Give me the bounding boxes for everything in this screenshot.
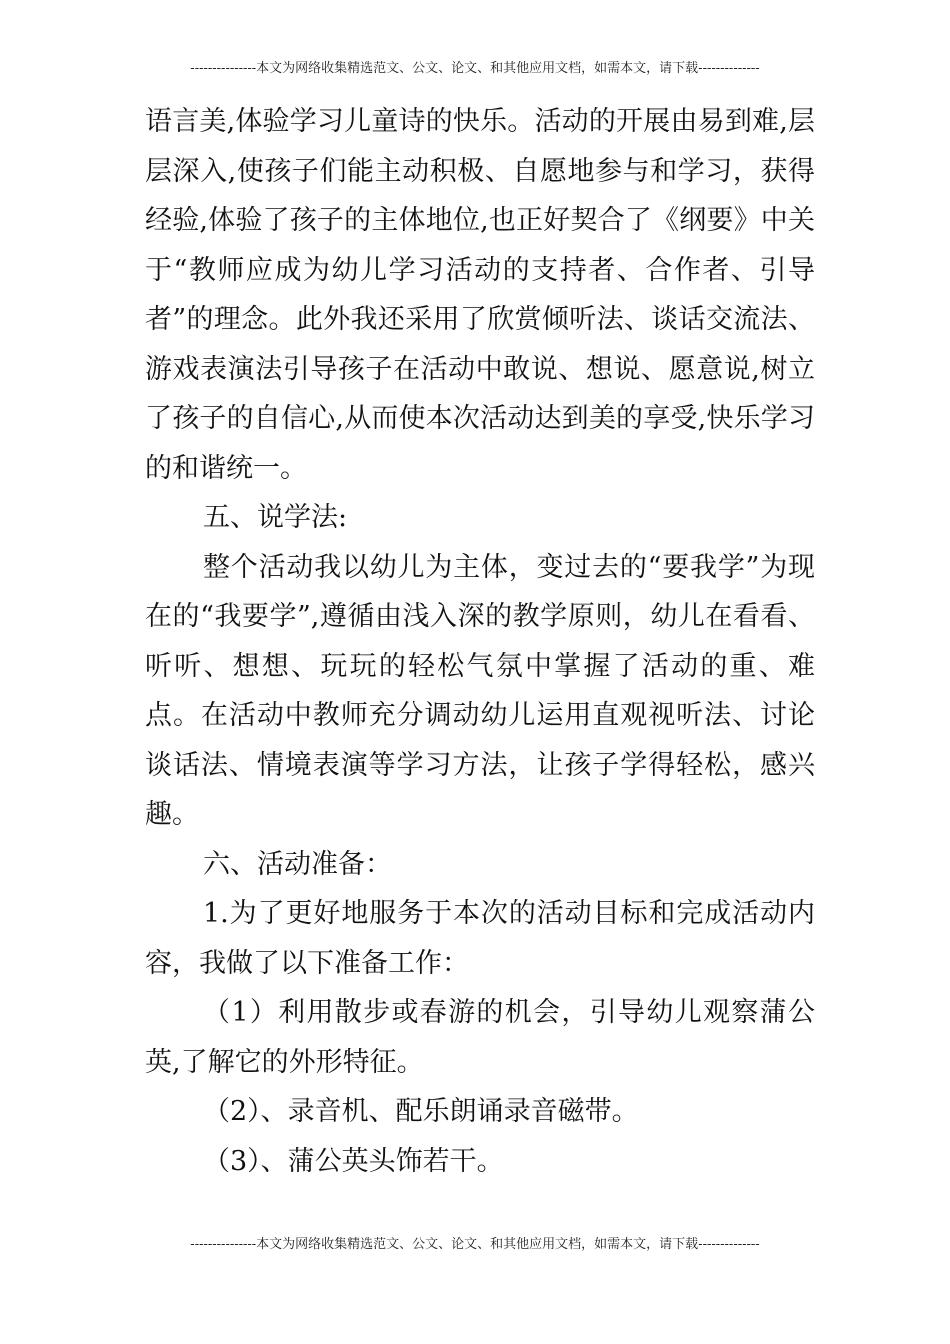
paragraph-study-method: 整个活动我以幼儿为主体，变过去的“要我学”为现在的“我要学”,遵循由浅入深的教学原则，幼儿在看看、听听、想想、玩玩的轻松气氛中掌握了活动的重、难点。在活动中教师充分调动幼儿运用直观视听法、讨论谈话法、情境表演等学习方法，让孩子学得轻松，感兴趣。 <box>145 551 815 830</box>
section-heading-activity-prep: 六、活动准备： <box>203 848 392 880</box>
header-banner: ---------------本文为网络收集精选范文、公文、论文、和其他应用文档，如需本文，请下载-------------- <box>190 61 760 76</box>
paragraph-prep-intro: 1.为了更好地服务于本次的活动目标和完成活动内容，我做了以下准备工作： <box>145 898 815 979</box>
list-item-prep-1: （1）利用散步或春游的机会，引导幼儿观察蒲公英,了解它的外形特征。 <box>145 997 815 1078</box>
footer-banner: ---------------本文为网络收集精选范文、公文、论文、和其他应用文档，如需本文，请下载-------------- <box>190 1237 760 1252</box>
list-item-prep-2: （2）、录音机、配乐朗诵录音磁带。 <box>203 1096 639 1127</box>
document-body <box>145 97 815 1186</box>
section-heading-study-method: 五、说学法: <box>203 502 348 533</box>
paragraph-continuation: 语言美,体验学习儿童诗的快乐。活动的开展由易到难,层层深入,使孩子们能主动积极、自愿地参与和学习，获得经验,体验了孩子的主体地位,也正好契合了《纲要》中关于“教师应成为幼儿学习活动的支持者、合作者、引导者”的理念。此外我还采用了欣赏倾听法、谈话交流法、游戏表演法引导孩子在活动中敢说、想说、愿意说,树立了孩子的自信心,从而使本次活动达到美的享受,快乐学习的和谐统一。 <box>145 106 815 484</box>
list-item-prep-3: （3）、蒲公英头饰若干。 <box>203 1145 504 1177</box>
